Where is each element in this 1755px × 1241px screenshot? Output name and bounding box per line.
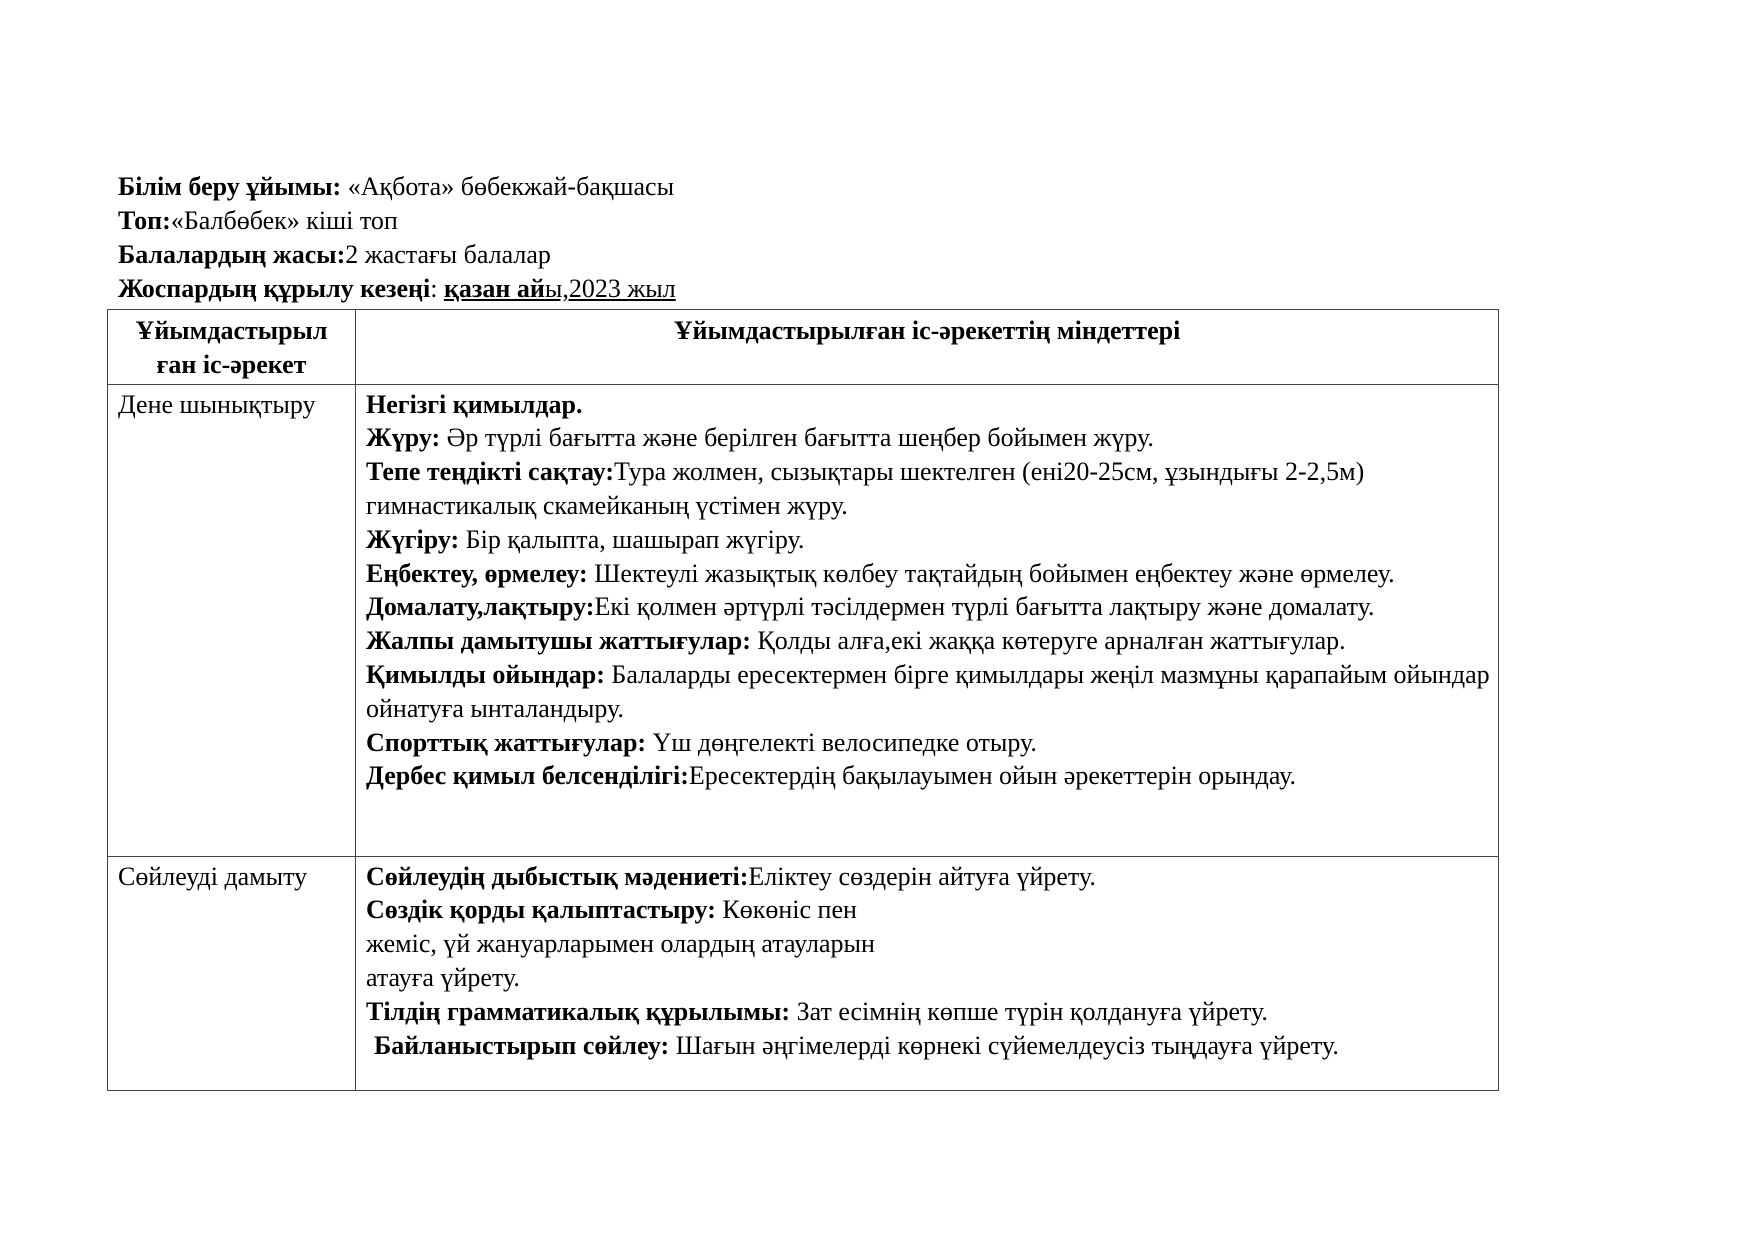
task-item: атауға үйрету.	[366, 962, 520, 992]
age-value: 2 жастағы балалар	[345, 240, 551, 269]
table-row	[108, 384, 1499, 856]
table-row	[108, 856, 1499, 1090]
task-item: Жүру: Әр түрлі бағытта және берілген бағытта шеңбер бойымен жүру.	[366, 423, 1154, 453]
org-value: «Ақбота» бөбекжай-бақшасы	[341, 172, 675, 201]
task-item: Дербес қимыл белсенділігі:Ересектердің бақылауымен ойын әрекеттерін орындау.	[366, 761, 1297, 791]
task-item: Қимылды ойындар: Балаларды ересектермен бірге қимылдары жеңіл мазмұны қарапайым ойындар ойнатуға ынталандыру.	[366, 659, 1490, 723]
task-item: Байланыстырып сөйлеу: Шағын әңгімелерді көрнекі сүйемелдеусіз тыңдауға үйрету.	[374, 1030, 1339, 1060]
age-label: Балалардың жасы:	[118, 240, 346, 269]
task-item: Сөйлеудің дыбыстық мәдениеті:Еліктеу сөздерін айтуға үйрету.	[366, 861, 1096, 891]
task-item: Спорттық жаттығулар: Үш дөңгелекті велосипедке отыру.	[366, 727, 1037, 757]
task-item: Еңбектеу, өрмелеу: Шектеулі жазықтық көлбеу тақтайдың бойымен еңбектеу және өрмелеу.	[366, 558, 1395, 588]
group-label: Топ:	[118, 206, 171, 235]
task-item: Тепе теңдікті сақтау:Тура жолмен, сызықтары шектелген (ені20-25см, ұзындығы 2-2,5м) гимнастикалық скамейканың үстімен жүру.	[366, 457, 1365, 520]
period-value: қазан айы,2023 жыл	[443, 274, 676, 303]
period-line	[118, 272, 1498, 306]
group-value: «Балбөбек» кіші топ	[170, 206, 398, 235]
task-item: жеміс, үй жануарларымен олардың атауларын	[366, 929, 875, 959]
task-item: Тілдің грамматикалық құрылымы: Зат есімнің көпше түрін қолдануға үйрету.	[366, 996, 1268, 1026]
table-header-row	[108, 310, 1499, 385]
plan-table	[107, 309, 1499, 1091]
tasks-cell	[356, 856, 1499, 1090]
task-item: Негізгі қимылдар.	[366, 389, 583, 419]
org-label: Білім беру ұйымы:	[118, 172, 342, 201]
activity-cell: Сөйлеуді дамыту	[108, 856, 356, 1090]
period-colon: :	[430, 274, 444, 303]
age-line	[118, 238, 1498, 272]
document-header	[118, 170, 1498, 306]
task-item: Жалпы дамытушы жаттығулар: Қолды алға,екі жаққа көтеруге арналған жаттығулар.	[366, 626, 1346, 656]
org-line	[118, 170, 1498, 204]
group-line	[118, 204, 1498, 238]
task-item: Домалату,лақтыру:Екі қолмен әртүрлі тәсілдермен түрлі бағытта лақтыру және домалату.	[366, 592, 1375, 622]
col-tasks-header: Ұйымдастырылған іс-әрекеттің міндеттері	[356, 310, 1499, 385]
period-label: Жоспардың құрылу кезеңі	[118, 274, 431, 303]
activity-cell: Дене шынықтыру	[108, 384, 356, 856]
task-item: Жүгіру: Бір қалыпта, шашырап жүгіру.	[366, 524, 805, 554]
task-item: Сөздік қорды қалыптастыру: Көкөніс пен	[366, 895, 857, 925]
tasks-cell	[356, 384, 1499, 856]
col-activity-header: Ұйымдастырыл ған іс-әрекет	[108, 310, 356, 385]
